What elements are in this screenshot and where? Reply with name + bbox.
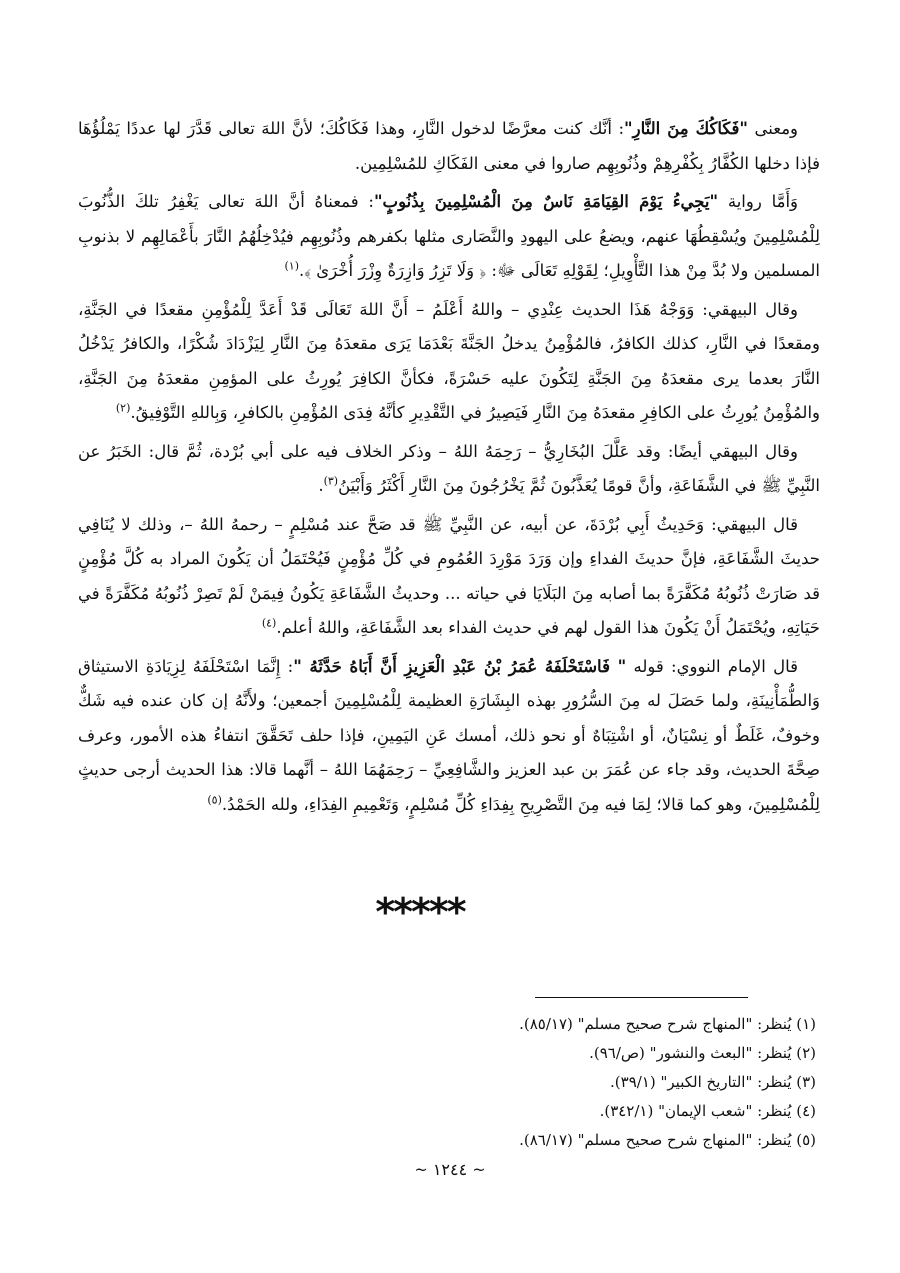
footnote-5: (٥) يُنظر: "المنهاج شرح صحيح مسلم" (٨٦/١٧). [519,1131,816,1149]
paragraph-2-quote: "يَجِيءُ يَوْمَ القِيَامَةِ نَاسٌ مِنَ الْمُسْلِمِينَ بِذُنُوبٍ" [373,192,719,211]
footnote-ref-5: (٥) [207,793,222,806]
paragraph-5 [78,508,820,646]
footnote-ref-4: (٤) [261,616,277,630]
section-separator: ***** [375,890,465,934]
paragraph-4-text: وقال البيهقي أيضًا: وقد عَلَّلَ البُخَارِيُّ – رَحِمَهُ اللهُ – وذكر الخلاف فيه على أبي بُرْدة، ثُمَّ قال: الخَبَرُ عن النَّبِيِّ ﷺ في الشَّفَاعَةِ، وأنَّ قومًا يُعَذَّبُونَ ثُمَّ يَخْرُجُونَ مِنَ النَّارِ أَكْثَرُ وَأَبْيَنُ [78,441,820,495]
paragraph-1-quote: "فَكَاكُكَ مِنَ النَّارِ" [624,119,748,138]
footnote-4: (٤) يُنظر: "شعب الإيمان" (٣٤٢/١). [599,1102,816,1120]
paragraph-3 [78,293,820,431]
paragraph-6-lead: قال الإمام النووي: قوله [633,656,799,676]
footnote-ref-2: (٢) [115,401,131,415]
paragraph-6-quote: " فَاسْتَحْلَفَهُ عُمَرُ بْنُ عَبْدِ الْعَزِيزِ أَنَّ أَبَاهُ حَدَّثَهُ " [293,656,627,676]
footnote-divider [535,997,748,998]
paragraph-1 [78,112,820,181]
paragraph-4: وقال البيهقي أيضًا: وقد عَلَّلَ البُخَارِيُّ – رَحِمَهُ اللهُ – وذكر الخلاف فيه على أبي بُرْدة، ثُمَّ قال: الخَبَرُ عن النَّبِيِّ ﷺ في الشَّفَاعَةِ، وأنَّ قومًا يُعَذَّبُونَ ثُمَّ يَخْرُجُونَ مِنَ النَّارِ أَكْثَرُ وَأَبْيَنُ$^{(٣)}$. [78,441,820,495]
footnote-3: (٣) يُنظر: "التاريخ الكبير" (٣٩/١). [610,1073,816,1091]
paragraph-2 [78,185,820,289]
paragraph-1-text: : أنَّك كنت معرَّضًا لدخول النَّارِ، وهذا فَكَاكُكَ؛ لأنَّ اللهَ تعالى قَدَّرَ لها عددًا يَمْلُؤُهَا فإذا دخلها الكُفَّارُ بِكُفْرِهِمْ وذُنُوبِهِم صاروا في معنى الفَكَاكِ للمُسْلِمِين. [78,119,820,173]
footnote-2: (٢) يُنظر: "البعث والنشور" (ص/٩٦). [589,1044,816,1062]
paragraph-2-lead: وَأَمَّا رواية [727,192,799,211]
footnotes [519,1010,816,1155]
body-text [78,112,820,826]
footnote-ref-1: (١) [284,259,299,273]
footnote-ref-3: (٣) [323,474,339,488]
paragraph-3-text: وقال البيهقي: وَوَجْهُ هَذَا الحديث عِنْدِي – واللهُ أَعْلَمُ – أَنَّ اللهَ تَعَالَى قَدْ أَعَدَّ لِلْمُؤْمِنِ مقعدًا في الجَنَّةِ، ومقعدًا في النَّارِ، كذلك الكافرُ، فالمُؤْمِنُ يدخلُ الجَنَّةَ بَعْدَمَا يَرَى مقعدَهُ مِنَ النَّارِ لِيَزْدَادَ شُكْرًا، والكافرُ يَدْخُلُ النَّارَ بعدما يرى مقعدَهُ مِنَ الجَنَّةِ لِتَكُونَ عليه حَسْرَةً، فكأنَّ الكافِرَ يُورِثُ على المؤمِنِ مقعدَهُ مِنَ الجَنَّةِ، والمُؤْمِنُ يُورِثُ على الكافِرِ مقعدَهُ مِنَ النَّارِ فَيَصِيرُ في التَّقْدِيرِ كأنَّهُ فِدَى المُؤْمِنِ بالكافرِ، وَبِاللهِ التَّوْفِيقُ. [78,299,820,422]
footnote-1: (١) يُنظر: "المنهاج شرح صحيح مسلم" (٨٥/١٧). [519,1015,816,1033]
paragraph-1-lead: ومعنى [754,119,798,138]
paragraph-6 [78,650,820,823]
page-number: ~ ١٢٤٤ ~ [414,1160,486,1179]
paragraph-6-text: : إِنَّمَا اسْتَحْلَفَهُ لِزِيَادَةِ الاستيثاق وَالطُّمَأْنِينَةِ، ولما حَصَلَ له مِنَ السُّرُورِ بهذه البِشَارَةِ العظيمة لِلْمُسْلِمِينَ أجمعين؛ ولأَنَّهُ إن كان عنده فيه شَكٌّ وخوفٌ، غَلَطٌ أو نِسْيَانٌ، أو اشْتِبَاهٌ أو نحو ذلك، أمسك عَنِ اليَمِينِ، فإذا حلف تَحَقَّقَ انتفاءُ هذه الأمور، وعرف صِحَّةَ الحديث، وقد جاء عن عُمَرَ بن عبد العزيز والشَّافِعِيِّ – رَحِمَهُمَا اللهُ – أنَّهما قالا: هذا الحديث أرجى حديثٍ لِلْمُسْلِمِينَ، وهو كما قالا؛ لِمَا فيه مِنَ التَّصْرِيحِ بِفِدَاءِ كُلِّ مُسْلِمٍ، وَتَعْمِيمِ الفِدَاءِ، ولله الحَمْدُ. [78,656,820,814]
paragraph-2-text: : فمعناهُ أنَّ اللهَ تعالى يَغْفِرُ تلكَ الذُّنُوبَ لِلْمُسْلِمِينَ ويُسْقِطُهَا عنهم، ويضعُ على اليهودِ والنَّصَارى مثلها بكفرهم وذُنُوبِهِم فيُدْخِلُهُمُ النَّارَ بأَعْمَالِهِم لا بذنوبِ المسلمين ولا بُدَّ مِنْ هذا التَّأْوِيلِ؛ لِقَوْلِهِ تَعَالَى ﷻ: ﴿ وَلَا تَزِرُ وَازِرَةٌ وِزْرَ أُخْرَىٰ ﴾. [78,192,820,280]
paragraph-5-text: قال البيهقي: وَحَدِيثُ أَبِي بُرْدَةَ، عن أبيه، عن النَّبِيِّ ﷺ قد صَحَّ عند مُسْلِمٍ – رحمهُ اللهُ –، وذلك لا يُنَافِي حديثَ الشَّفَاعَةِ، فإنَّ حديثَ الفداءِ وإن وَرَدَ مَوْرِدَ العُمُومِ في كُلِّ مُؤْمِنٍ فَيُحْتَمَلُ أن يَكُونَ المراد به كُلَّ مُؤْمِنٍ قد صَارَتْ ذُنُوبُهُ مُكَفَّرَةً بما أصابه مِنَ البَلَايَا في حياته ... وحديثُ الشَّفَاعَةِ يَكُونُ فِيمَنْ لَمْ تَصِرْ ذُنُوبُهُ مُكَفَّرَةً في حَيَاتِهِ، ويُحْتَمَلُ أَنْ يَكُونَ هذا القول لهم في حديث الفداء بعد الشَّفَاعَةِ، واللهُ أعلم. [78,514,820,637]
